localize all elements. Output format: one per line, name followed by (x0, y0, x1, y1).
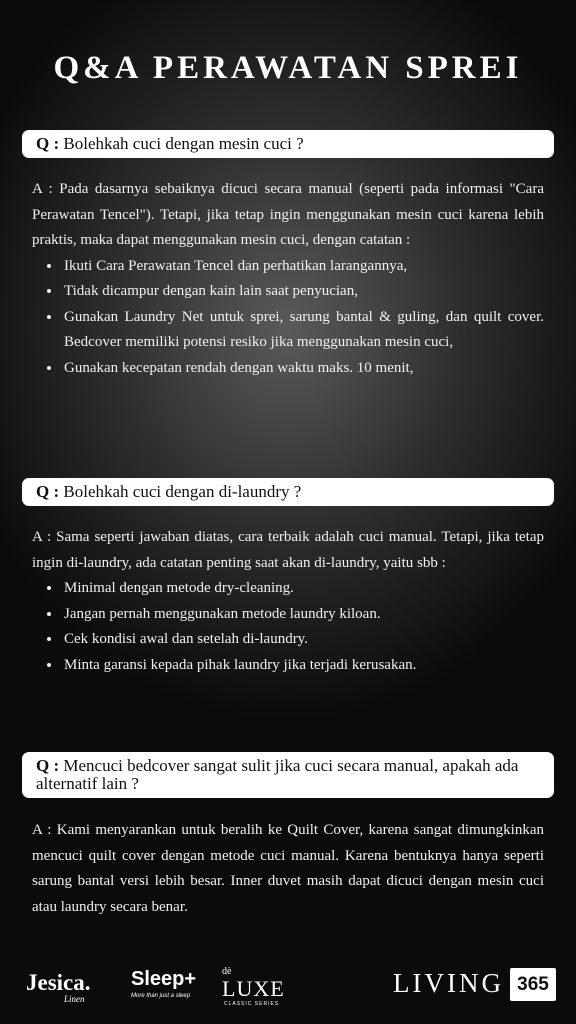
sleep-logo: Sleep+ (131, 968, 197, 990)
living365-logo: LIVING (393, 968, 504, 998)
jesica-logo-sub: Linen (64, 994, 85, 1004)
living365-number: 365 (510, 968, 556, 1001)
list-item: • Minta garansi kepada pihak laundry jika terjadi kerusakan. (62, 653, 544, 679)
answer-text: A : Kami menyarankan untuk beralih ke Quilt Cover, karena sangat dimungkinkan mencuci quilt cover dengan metode cuci manual. Karena bentuknya hanya seperti sarung bantal versi lebih besar. Inner duvet masih dapat dicuci dengan mesin cuci atau laundry secara benar. (32, 822, 544, 915)
list-item: • Gunakan kecepatan rendah dengan waktu maks. 10 menit, (62, 356, 544, 382)
q-prefix: Q : (36, 482, 60, 501)
q-prefix: Q : (36, 756, 60, 775)
list-item: • Ikuti Cara Perawatan Tencel dan perhatikan larangannya, (62, 254, 544, 280)
question-text: Bolehkah cuci dengan mesin cuci ? (63, 134, 304, 153)
deluxe-logo: LUXE (222, 976, 285, 1001)
deluxe-logo-de: dè (222, 966, 232, 977)
answer-block-3 (32, 818, 544, 920)
list-item: • Jangan pernah menggunakan metode laundry kiloan. (62, 602, 544, 628)
answer-block-2 (32, 525, 544, 678)
jesica-logo: Jesica. (26, 970, 91, 995)
deluxe-logo-sub: CLASSIC SERIES (224, 1001, 280, 1007)
question-text: Bolehkah cuci dengan di-laundry ? (63, 482, 302, 501)
question-box-2 (22, 478, 554, 506)
answer-list (32, 254, 544, 382)
answer-block-1 (32, 177, 544, 381)
question-box-3 (22, 752, 554, 798)
answer-text: A : Pada dasarnya sebaiknya dicuci secara manual (seperti pada informasi "Cara Perawatan Tencel"). Tetapi, jika tetap ingin menggunakan mesin cuci karena lebih praktis, maka dapat menggunakan mesin cuci, dengan catatan : (32, 181, 544, 248)
list-item: • Minimal dengan metode dry-cleaning. (62, 576, 544, 602)
question-box-1 (22, 130, 554, 158)
list-item: • Gunakan Laundry Net untuk sprei, sarung bantal & guling, dan quilt cover. Bedcover memiliki potensi resiko jika menggunakan mesin cuci, (62, 305, 544, 356)
sleep-logo-sub: More than just a sleep (131, 993, 191, 999)
page-title: Q&A PERAWATAN SPREI (53, 50, 523, 86)
list-item: • Tidak dicampur dengan kain lain saat penyucian, (62, 279, 544, 305)
q-prefix: Q : (36, 134, 60, 153)
answer-text: A : Sama seperti jawaban diatas, cara terbaik adalah cuci manual. Tetapi, jika tetap ingin di-laundry, ada catatan penting saat akan di-laundry, yaitu sbb : (32, 529, 544, 571)
question-text: Mencuci bedcover sangat sulit jika cuci secara manual, apakah ada alternatif lain ? (36, 756, 519, 793)
list-item: • Cek kondisi awal dan setelah di-laundry. (62, 627, 544, 653)
answer-list (32, 576, 544, 678)
